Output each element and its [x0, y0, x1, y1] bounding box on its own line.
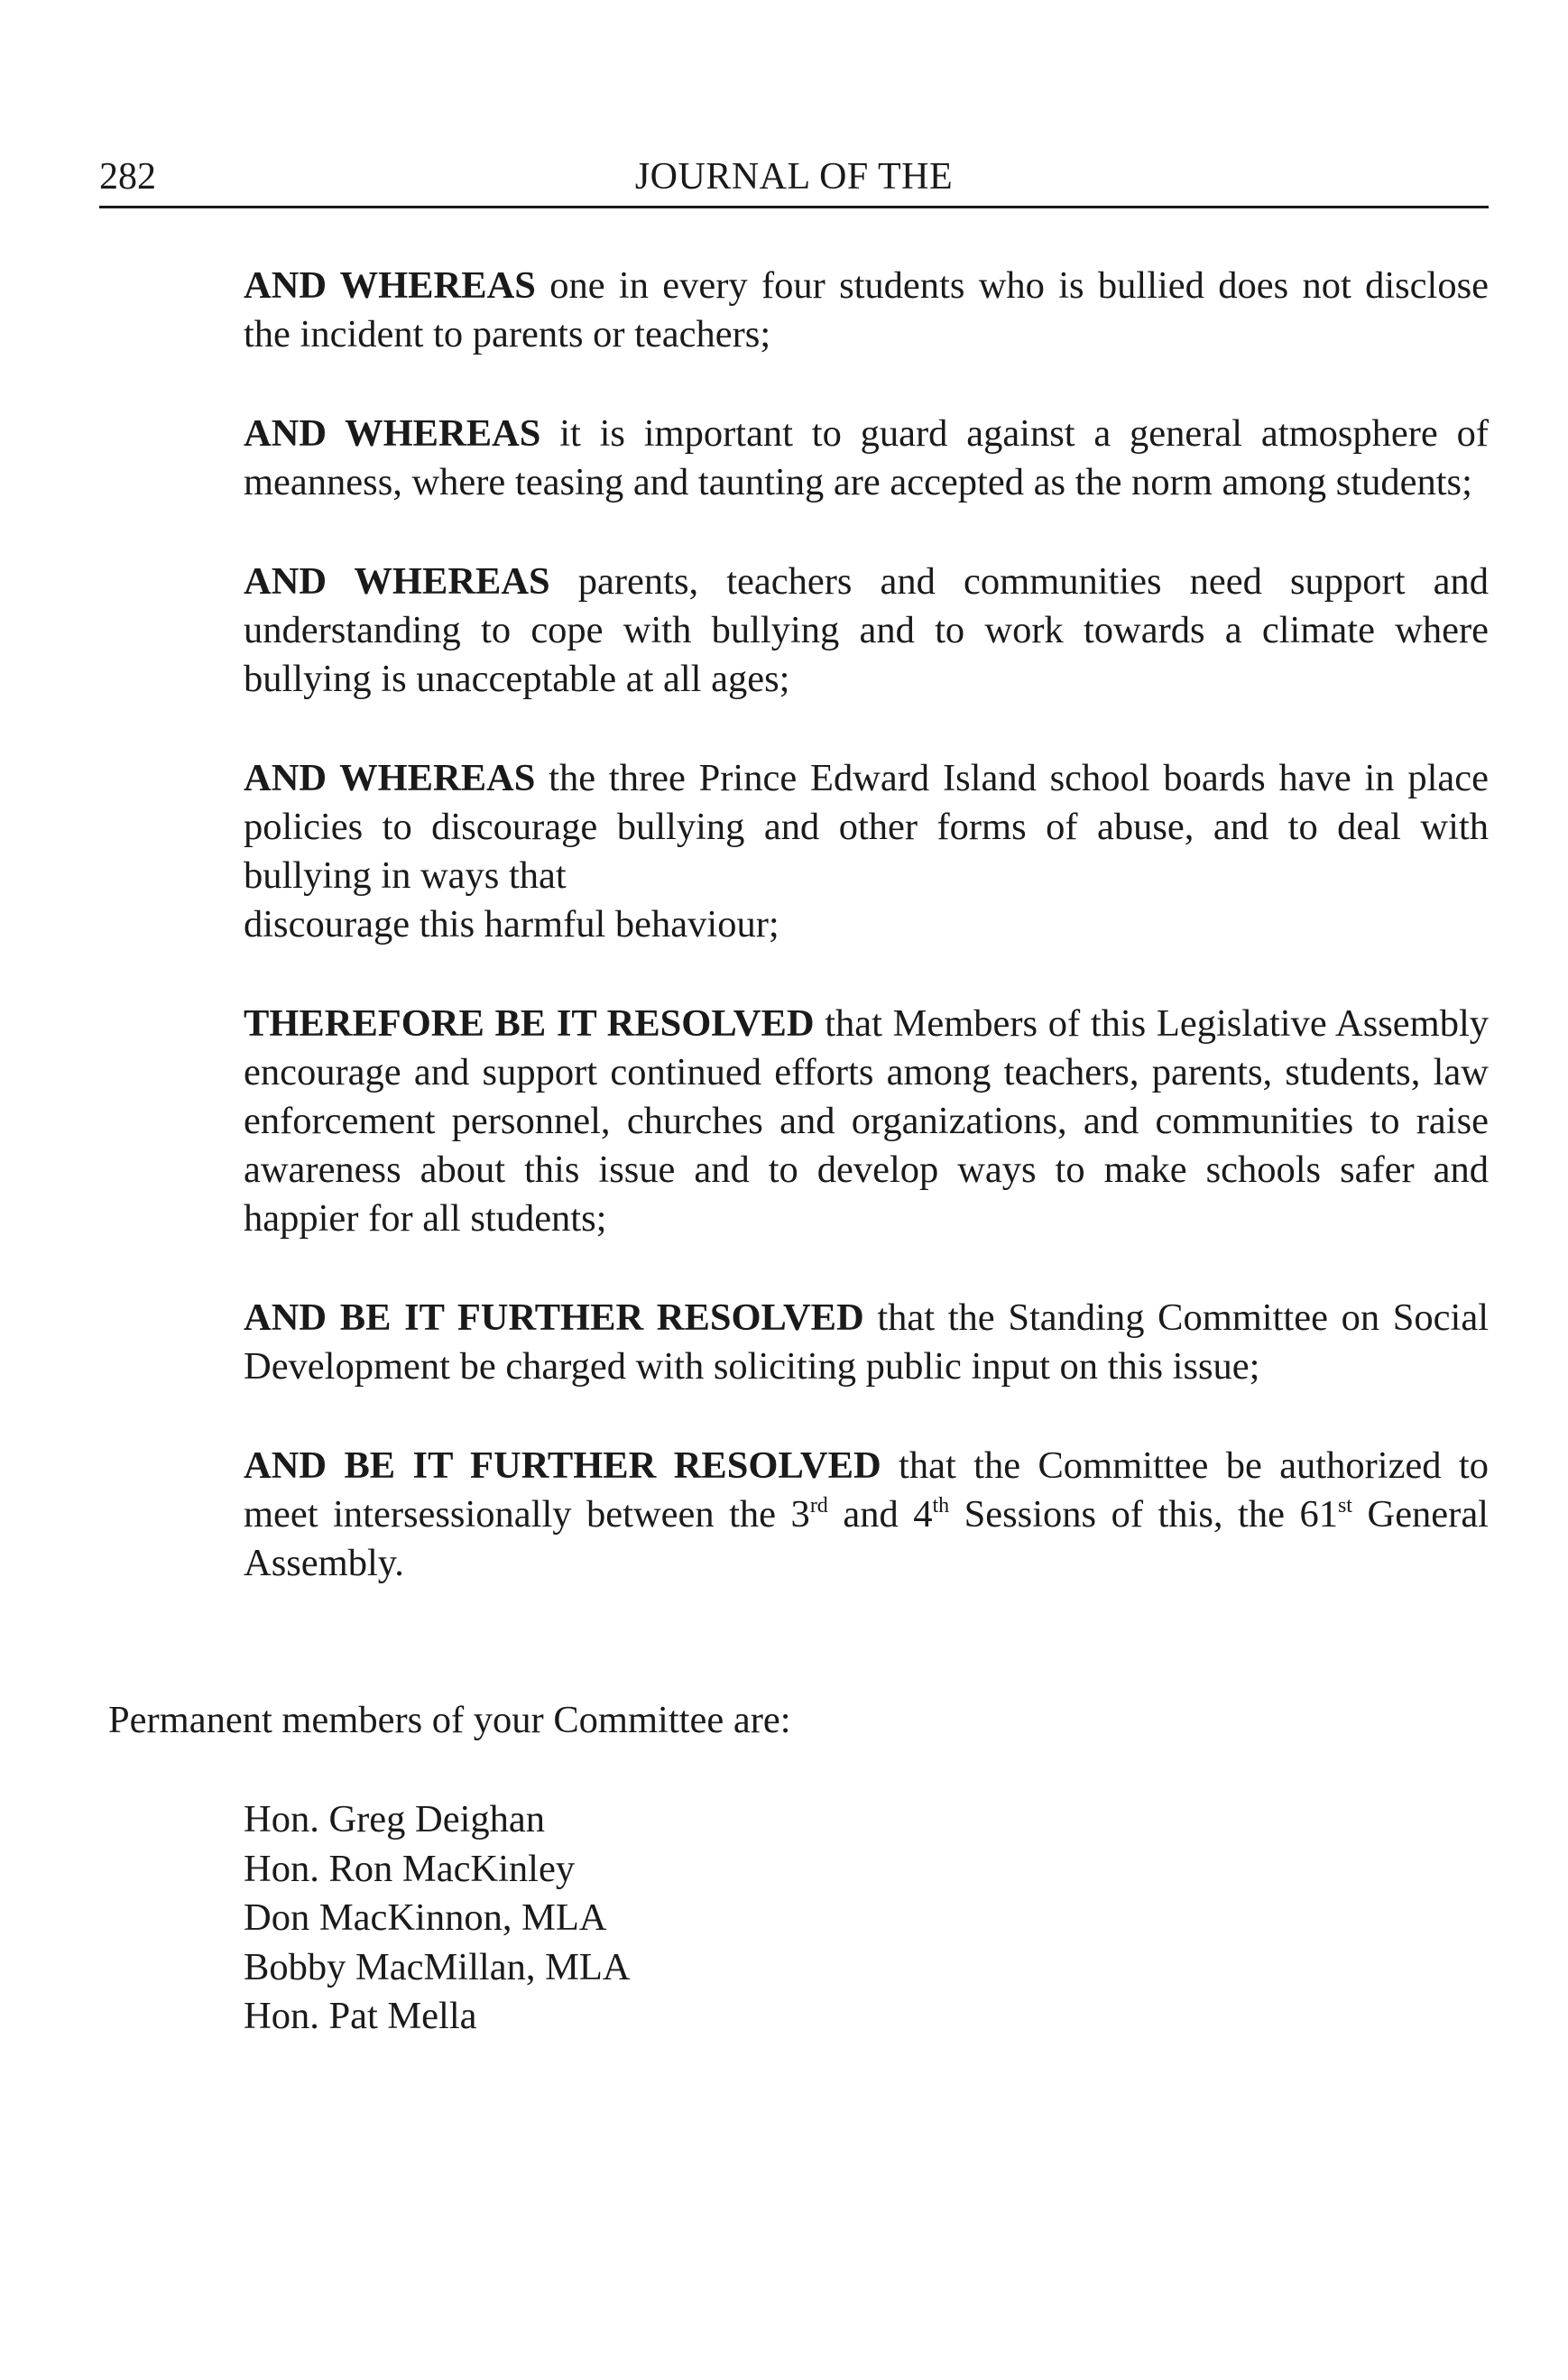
paragraph-3 — [244, 558, 1489, 704]
paragraph-text: one in every four students who is bullied does not disclose the incident to parents or teachers; — [244, 264, 1489, 355]
member-name: Hon. Ron MacKinley — [244, 1847, 576, 1890]
ordinal-suffix: rd — [809, 1494, 828, 1517]
paragraph-text: it is important to guard against a general atmosphere of meanness, where teasing and taunting are accepted as the norm among students; — [244, 412, 1489, 503]
member-name: Don MacKinnon, MLA — [244, 1896, 607, 1939]
member-name: Hon. Greg Deighan — [244, 1798, 546, 1840]
paragraph-lead: AND WHEREAS — [244, 412, 541, 455]
paragraph-lead: AND WHEREAS — [244, 264, 536, 307]
paragraph-lead: AND WHEREAS — [244, 757, 536, 799]
paragraph-4 — [244, 754, 1489, 949]
paragraph-text: General Assembly. — [244, 1493, 1489, 1584]
paragraph-2 — [244, 410, 1489, 507]
paragraph-6 — [244, 1294, 1489, 1391]
paragraph-text: Sessions of this, the 61 — [949, 1493, 1338, 1536]
paragraph-7 — [244, 1442, 1489, 1588]
paragraph-lead: AND BE IT FURTHER RESOLVED — [244, 1444, 881, 1487]
members-intro: Permanent members of your Committee are: — [108, 1699, 791, 1741]
page-number: 282 — [99, 156, 156, 198]
paragraph-text: that the Committee be authorized to meet intersessionally between the 3 — [244, 1444, 1489, 1536]
paragraph-text: the three Prince Edward Island school boards have in place policies to discourage bullying and other forms of abuse, and to deal with bullying in ways that — [244, 757, 1489, 897]
resolution-body — [244, 262, 1489, 1638]
paragraph-1 — [244, 262, 1489, 359]
paragraph-text: parents, teachers and communities need support and understanding to cope with bullying and to work towards a climate where bullying is unacceptable at all ages; — [244, 560, 1489, 700]
ordinal-suffix: th — [932, 1494, 950, 1517]
paragraph-lead: AND BE IT FURTHER RESOLVED — [244, 1296, 864, 1339]
paragraph-lead: THEREFORE BE IT RESOLVED — [244, 1002, 815, 1045]
running-head: JOURNAL OF THE — [634, 156, 954, 198]
member-name: Bobby MacMillan, MLA — [244, 1945, 631, 1988]
members-list — [244, 1795, 631, 2042]
paragraph-text-continued: discourage this harmful behaviour; — [244, 903, 779, 946]
paragraph-lead: AND WHEREAS — [244, 560, 550, 603]
ordinal-suffix: st — [1337, 1494, 1352, 1517]
paragraph-text: and 4 — [827, 1493, 933, 1536]
member-name: Hon. Pat Mella — [244, 1995, 477, 2037]
paragraph-5 — [244, 1000, 1489, 1243]
paragraph-text: that Members of this Legislative Assembly encourage and support continued efforts among teachers, parents, students, law enforcement personnel, churches and organizations, and communities to raise awareness about this issue and to develop ways to make schools safer and happier for all students; — [244, 1002, 1490, 1240]
page-header — [99, 153, 1489, 208]
paragraph-text: that the Standing Committee on Social Development be charged with soliciting public input on this issue; — [244, 1296, 1489, 1388]
